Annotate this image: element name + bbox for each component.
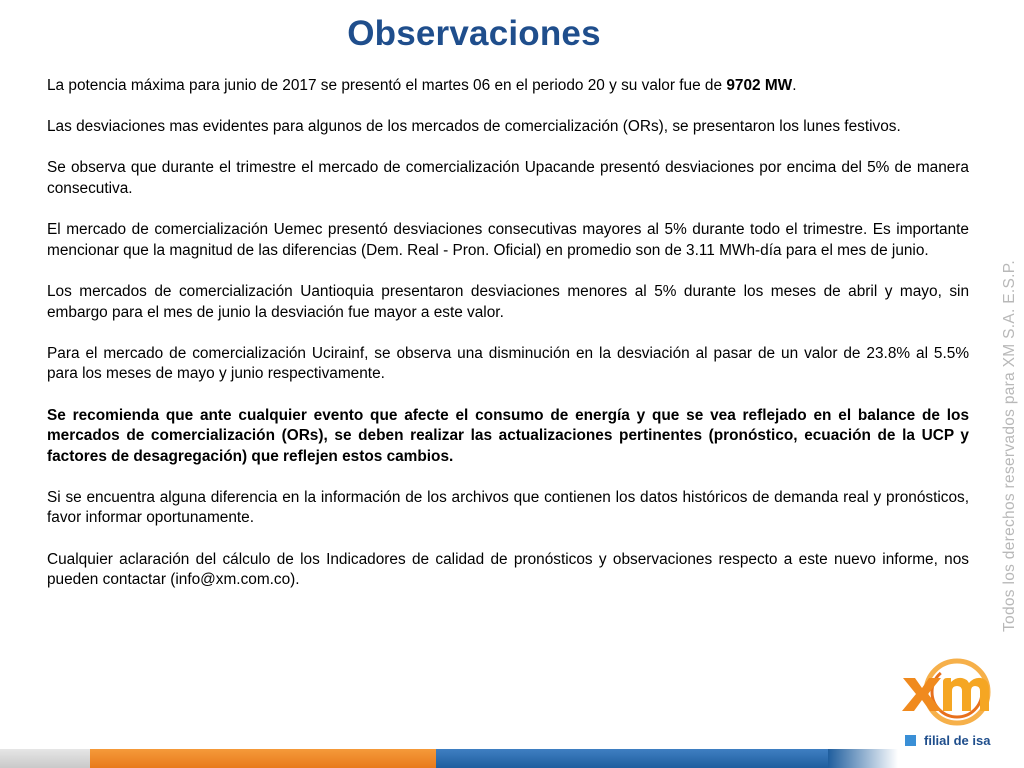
footer-gray-segment bbox=[0, 749, 90, 768]
paragraph-data-differences: Si se encuentra alguna diferencia en la información de los archivos que contienen los datos históricos de demanda real y pronósticos, favor informar oportunamente. bbox=[47, 488, 969, 527]
page-title: Observaciones bbox=[347, 14, 601, 53]
footer-fade-segment bbox=[828, 749, 898, 768]
footer-color-bar bbox=[0, 749, 1024, 768]
max-power-period: . bbox=[792, 77, 797, 94]
paragraph-max-power bbox=[47, 76, 969, 97]
filial-de-isa-tagline bbox=[905, 730, 990, 750]
observations-body bbox=[47, 76, 969, 591]
xm-logo bbox=[895, 656, 995, 728]
footer-blue-segment bbox=[436, 749, 828, 768]
rights-reserved-notice: Todos los derechos reservados para XM S.A. E.S.P. bbox=[1001, 260, 1018, 632]
tagline-text: filial de isa bbox=[924, 732, 991, 748]
max-power-value: 9702 MW bbox=[726, 77, 793, 94]
paragraph-upacande: Se observa que durante el trimestre el mercado de comercialización Upacande presentó desviaciones por encima del 5% de manera consecutiva. bbox=[47, 159, 969, 197]
footer-orange-segment bbox=[90, 749, 436, 768]
logo-ring-outer bbox=[926, 661, 988, 723]
isa-square-icon bbox=[905, 735, 916, 746]
paragraph-uemec: El mercado de comercialización Uemec presentó desviaciones consecutivas mayores al 5% durante todo el trimestre. Es importante mencionar que la magnitud de las diferencias (Dem. Real - Pron. Oficial) en promedio son de 3.11 MWh-día para el mes de junio. bbox=[47, 221, 969, 259]
paragraph-contact: Cualquier aclaración del cálculo de los Indicadores de calidad de pronósticos y observaciones respecto a este nuevo informe, nos pueden contactar (info@xm.com.co). bbox=[47, 550, 969, 589]
logo-x-letter bbox=[902, 678, 942, 711]
paragraph-recommendation: Se recomienda que ante cualquier evento que afecte el consumo de energía y que se vea reflejado en el balance de los mercados de comercialización (ORs), se deben realizar las actualizaciones pertinentes (pronóstico, ecuación de la UCP y factores de desagregación) que reflejen estos cambios. bbox=[47, 406, 969, 465]
logo-m-letter bbox=[943, 678, 989, 711]
paragraph-holiday-deviations: Las desviaciones mas evidentes para algunos de los mercados de comercialización (ORs), se presentaron los lunes festivos. bbox=[47, 118, 901, 136]
paragraph-uantioquia: Los mercados de comercialización Uantioquia presentaron desviaciones menores al 5% durante los meses de abril y mayo, sin embargo para el mes de junio la desviación fue mayor a este valor. bbox=[47, 282, 969, 321]
max-power-text: La potencia máxima para junio de 2017 se presentó el martes 06 en el periodo 20 y su valor fue de bbox=[47, 77, 727, 94]
paragraph-ucirainf: Para el mercado de comercialización Ucirainf, se observa una disminución en la desviación al pasar de un valor de 23.8% al 5.5% para los meses de mayo y junio respectivamente. bbox=[47, 344, 969, 383]
